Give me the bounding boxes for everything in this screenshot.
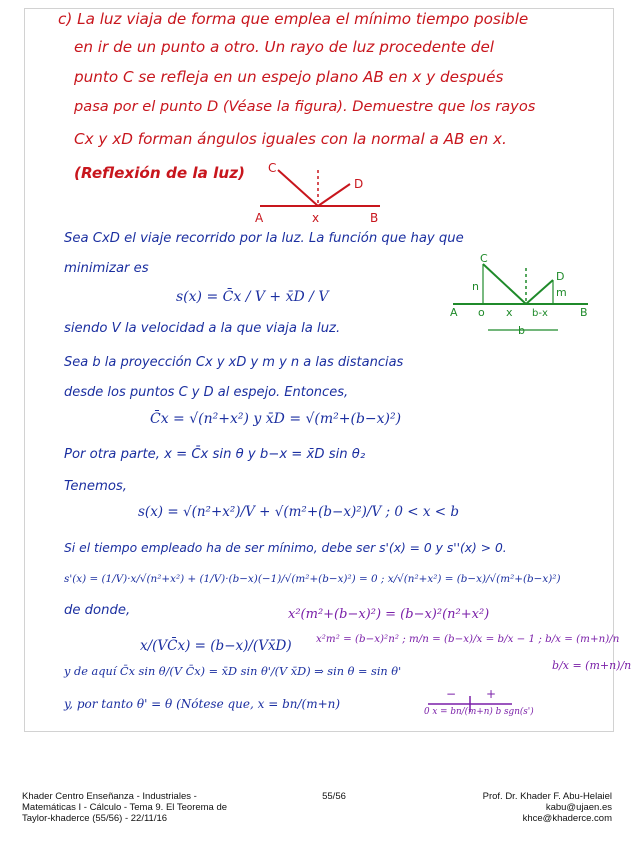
reflection-figure-small [250, 160, 390, 225]
footer-author: Prof. Dr. Khader F. Abu-Helaiel [482, 791, 612, 802]
page-frame [24, 8, 614, 732]
formula-purple-3: b/x = (m+n)/n [552, 659, 632, 672]
formula-purple-1: x²(m²+(b−x)²) = (b−x)²(n²+x²) [288, 607, 490, 622]
text-line-13: Si el tiempo empleado ha de ser mínimo, debe ser s'(x) = 0 y s''(x) > 0. [64, 541, 507, 555]
formula-ratio: x/(VC̄x) = (b−x)/(Vx̄D) [140, 638, 292, 654]
fig2-label-n: n [472, 280, 479, 293]
reflection-figure-green [448, 250, 598, 345]
footer-left-line-1: Khader Centro Enseñanza - Industriales - [22, 791, 197, 802]
fig1-label-d: D [354, 177, 364, 191]
text-line-2: en ir de un punto a otro. Un rayo de luz procedente del [74, 38, 495, 56]
section-title: (Reflexión de la luz) [74, 164, 245, 182]
text-line-9: Sea b la proyección Cx y xD y m y n a las distancias [64, 355, 404, 370]
fig2-label-b: B [580, 306, 588, 319]
footer-email-2: khce@khaderce.com [522, 813, 612, 824]
fig2-label-o: o [478, 306, 485, 319]
sign-plus: + [486, 687, 497, 701]
text-line-10: desde los puntos C y D al espejo. Entonces, [64, 385, 349, 400]
formula-lengths: C̄x = √(n²+x²) y x̄D = √(m²+(b−x)²) [150, 411, 402, 427]
fig1-label-b: B [370, 211, 379, 225]
sign-chart-labels: 0 x = bn/(m+n) b sgn(s') [424, 707, 534, 717]
sign-chart [420, 684, 520, 714]
formula-s: s(x) = C̄x / V + x̄D / V [176, 289, 329, 305]
text-line-14: de donde, [64, 603, 131, 618]
footer-page-number: 55/56 [322, 791, 346, 802]
fig2-label-bx: b-x [532, 308, 548, 319]
fig1-label-x: x [312, 211, 320, 225]
fig2-label-d: D [556, 270, 565, 283]
footer-right [382, 791, 612, 824]
fig2-label-x: x [506, 306, 513, 319]
fig2-label-m: m [556, 286, 567, 299]
text-line-1: c) La luz viaja de forma que emplea el mínimo tiempo posible [58, 10, 529, 28]
text-line-15: y de aquí C̄x sin θ/(V C̄x) = x̄D sin θ'/(V x̄D) ⇒ sin θ = sin θ' [64, 665, 402, 678]
text-line-16: y, por tanto θ' = θ (Nótese que, x = bn/(m+n) [64, 697, 341, 711]
footer-left [22, 791, 282, 824]
fig2-label-c: C [480, 252, 488, 265]
text-line-11: Por otra parte, x = C̄x sin θ y b−x = x̄D sin θ₂ [64, 447, 366, 462]
footer-email-1: kabu@ujaen.es [545, 802, 612, 813]
formula-derivative: s'(x) = (1/V)·x/√(n²+x²) + (1/V)·(b−x)(−1)/√(m²+(b−x)²) = 0 ; x/√(n²+x²) = (b−x)/√(m²+(b−x)²) [64, 573, 561, 585]
footer-left-line-2: Matemáticas I - Cálculo - Tema 9. El Teorema de [22, 802, 228, 813]
fig1-label-a: A [255, 211, 264, 225]
footer-left-line-3: Taylor-khaderce (55/56) - 22/11/16 [22, 813, 168, 824]
fig2-label-b-length: b [518, 324, 525, 337]
formula-purple-2: x²m² = (b−x)²n² ; m/n = (b−x)/x = b/x − 1 ; b/x = (m+n)/n [316, 633, 620, 645]
text-line-6: Sea CxD el viaje recorrido por la luz. La función que hay que [64, 231, 464, 246]
formula-s-full: s(x) = √(n²+x²)/V + √(m²+(b−x)²)/V ; 0 < x < b [138, 504, 459, 520]
text-line-5: Cx y xD forman ángulos iguales con la normal a AB en x. [74, 130, 507, 148]
text-line-8: siendo V la velocidad a la que viaja la luz. [64, 321, 341, 336]
text-line-12: Tenemos, [64, 479, 127, 494]
text-line-4: pasa por el punto D (Véase la figura). Demuestre que los rayos [74, 98, 536, 115]
fig1-label-c: C [268, 161, 277, 175]
text-line-3: punto C se refleja en un espejo plano AB en x y después [74, 68, 504, 86]
text-line-7: minimizar es [64, 261, 149, 276]
fig2-label-a: A [450, 306, 458, 319]
sign-minus: − [446, 687, 457, 701]
